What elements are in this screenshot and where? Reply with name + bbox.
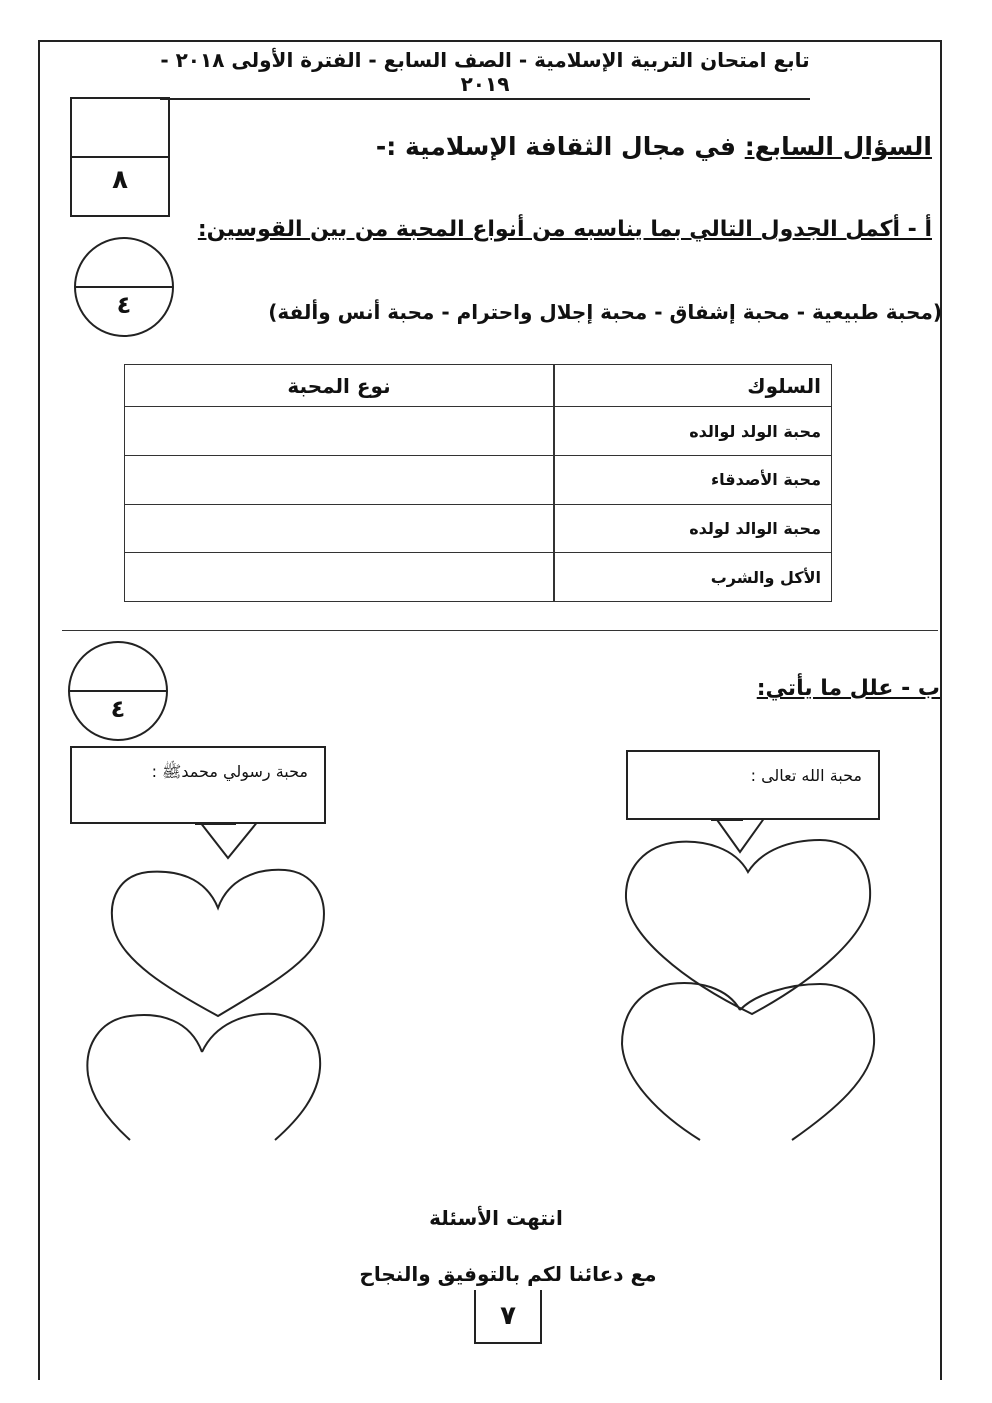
part-b-instruction: ب - علل ما يأتي:	[756, 676, 940, 701]
exam-header: تابع امتحان التربية الإسلامية - الصف السابع - الفترة الأولى ٢٠١٨ - ٢٠١٩	[160, 48, 810, 100]
behavior-cell: محبة الأصدقاء	[554, 456, 832, 505]
end-of-questions: انتهت الأسئلة	[429, 1206, 563, 1230]
behavior-cell: محبة الولد لوالده	[554, 407, 832, 456]
behavior-cell: محبة الوالد لولده	[554, 504, 832, 553]
part-a-choices: (محبة طبيعية - محبة إشفاق - محبة إجلال واحترام - محبة أنس وألفة)	[268, 300, 942, 324]
page-number: ٧	[474, 1290, 542, 1344]
heart-shape	[87, 1014, 320, 1140]
header-behavior: السلوك	[554, 365, 832, 407]
left-callout-text: محبة رسولي محمدﷺ :	[151, 762, 308, 781]
question-total-mark: ٨	[112, 165, 128, 195]
heart-shape	[112, 870, 324, 1016]
header-love-type: نوع المحبة	[125, 365, 555, 407]
behavior-cell: الأكل والشرب	[554, 553, 832, 602]
question-topic: في مجال الثقافة الإسلامية :-	[375, 132, 736, 161]
good-luck-wishes: مع دعائنا لكم بالتوفيق والنجاح	[359, 1262, 657, 1286]
heart-shape	[626, 840, 870, 1014]
right-callout-text: محبة الله تعالى :	[750, 766, 862, 785]
right-callout-box	[626, 750, 880, 820]
part-b-mark: ٤	[110, 695, 126, 723]
heart-shape	[622, 983, 874, 1140]
question-label: السؤال السابع:	[744, 132, 932, 161]
left-callout-box	[70, 746, 326, 824]
part-a-instruction: أ - أكمل الجدول التالي بما يناسبه من أنواع المحبة من بين القوسين:	[197, 217, 932, 242]
part-a-mark: ٤	[116, 291, 132, 319]
